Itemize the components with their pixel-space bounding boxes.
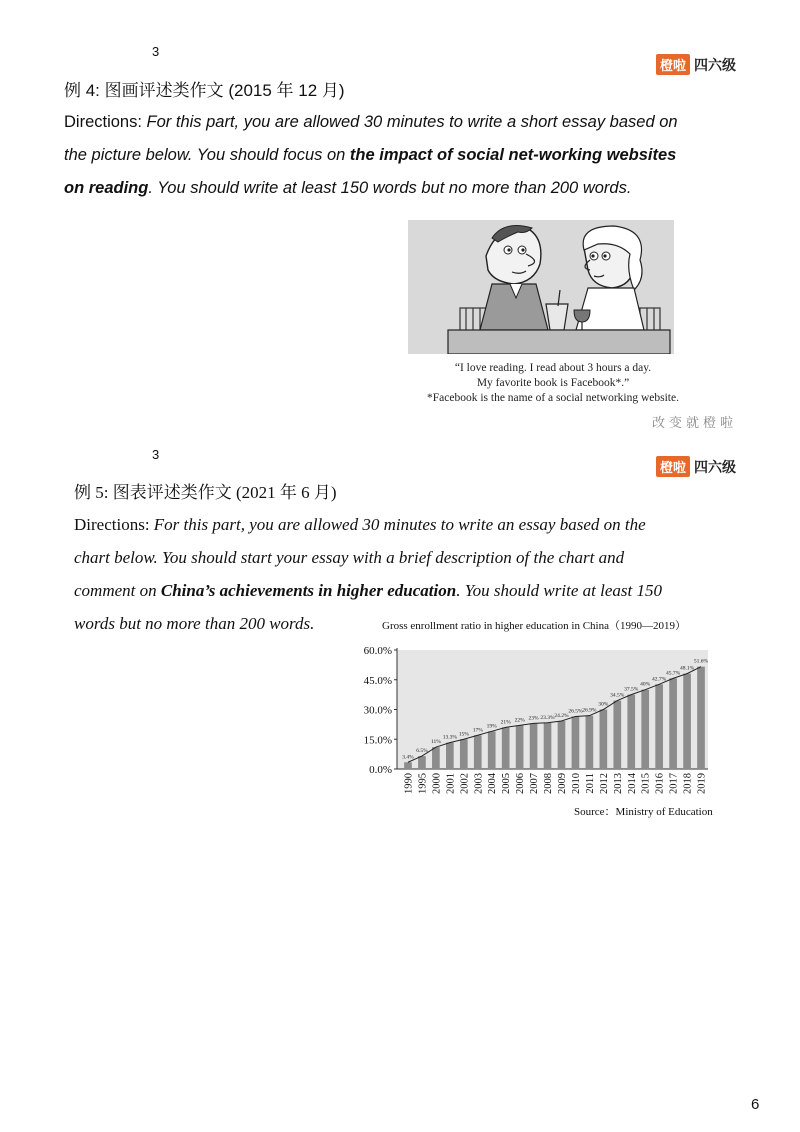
data-label: 19% bbox=[486, 723, 497, 730]
directions-text: . You should write at least 150 words but no more than 200 words. bbox=[148, 179, 632, 197]
bar bbox=[627, 695, 635, 769]
bar bbox=[418, 756, 426, 769]
y-tick-label: 15.0% bbox=[363, 734, 392, 747]
slogan-watermark: 改变就橙啦 bbox=[652, 415, 738, 430]
bar bbox=[446, 743, 454, 769]
x-tick-label: 2016 bbox=[654, 773, 666, 794]
x-tick-label: 2008 bbox=[543, 773, 555, 794]
section2-page-marker: 3 bbox=[152, 447, 160, 462]
x-tick-label: 2001 bbox=[445, 773, 457, 794]
data-label: 13.3% bbox=[442, 734, 457, 741]
bar bbox=[460, 739, 468, 769]
x-tick-label: 2000 bbox=[431, 773, 443, 794]
bar bbox=[669, 678, 677, 769]
section2-brand-logo bbox=[656, 456, 736, 477]
bar bbox=[474, 735, 482, 769]
data-label: 26.5% bbox=[568, 708, 583, 715]
data-label: 48.1% bbox=[679, 665, 695, 672]
x-tick-label: 1995 bbox=[417, 773, 429, 794]
cartoon-drawing bbox=[408, 220, 674, 354]
chart-source: Source：Ministry of Education bbox=[574, 806, 713, 818]
x-tick-label: 2015 bbox=[640, 773, 652, 794]
directions-text: For this part, you are allowed 30 minutes to write an essay based on the bbox=[153, 515, 646, 534]
chart-title: Gross enrollment ratio in higher education in China（1990—2019） bbox=[382, 620, 686, 632]
bar bbox=[641, 690, 649, 769]
bar bbox=[572, 716, 580, 769]
data-label: 30% bbox=[598, 701, 609, 708]
data-label: 24.2% bbox=[554, 713, 569, 720]
data-label: 26.9% bbox=[582, 707, 597, 714]
directions-text: words but no more than 200 words. bbox=[74, 614, 315, 633]
data-label: 23% bbox=[528, 715, 539, 722]
data-label: 45.7% bbox=[666, 670, 681, 677]
directions-emphasis: China’s achievements in higher education bbox=[160, 581, 457, 600]
bar bbox=[655, 684, 663, 769]
bar bbox=[558, 721, 566, 769]
section1-page-marker: 3 bbox=[152, 44, 160, 59]
cartoon-illustration bbox=[408, 220, 674, 354]
x-tick-label: 2013 bbox=[612, 773, 624, 794]
caption-line: My favorite book is Facebook*.” bbox=[476, 377, 630, 389]
brand-tag: 橙啦 bbox=[656, 456, 690, 477]
bar bbox=[613, 701, 621, 769]
caption-footnote: *Facebook is the name of a social networking website. bbox=[427, 392, 679, 404]
data-label: 23.3% bbox=[540, 714, 555, 721]
bar bbox=[697, 667, 705, 769]
x-tick-label: 2010 bbox=[570, 773, 582, 794]
data-label: 11% bbox=[430, 739, 441, 746]
directions-text: chart below. You should start your essay with a brief description of the chart and bbox=[74, 548, 625, 567]
data-label: 15% bbox=[458, 731, 469, 738]
section1-heading: 例 4: 图画评述类作文 (2015 年 12 月) bbox=[64, 81, 345, 100]
data-label: 21% bbox=[500, 719, 511, 726]
enrollment-bar-chart bbox=[355, 636, 725, 808]
directions-text: comment on bbox=[74, 581, 161, 600]
brand-text: 四六级 bbox=[694, 458, 737, 475]
bar bbox=[502, 727, 510, 769]
brand-text: 四六级 bbox=[694, 56, 737, 73]
x-tick-label: 1990 bbox=[403, 773, 415, 794]
bar bbox=[530, 723, 538, 769]
data-label: 3.4% bbox=[402, 754, 414, 761]
directions-text: the picture below. You should focus on bbox=[64, 146, 350, 164]
directions-emphasis: on reading bbox=[64, 179, 149, 197]
bar bbox=[600, 710, 608, 770]
directions-text: . You should write at least 150 bbox=[456, 581, 662, 600]
caption-line: “I love reading. I read about 3 hours a day. bbox=[454, 362, 652, 374]
data-label: 42.7% bbox=[652, 676, 667, 683]
data-label: 37.5% bbox=[624, 686, 639, 693]
data-label: 17% bbox=[472, 727, 483, 734]
bar bbox=[516, 725, 524, 769]
data-label: 6.5% bbox=[416, 748, 428, 755]
x-tick-label: 2009 bbox=[556, 773, 568, 794]
data-label: 34.5% bbox=[610, 692, 625, 699]
y-tick-label: 45.0% bbox=[363, 674, 392, 687]
cartoon-caption bbox=[408, 361, 698, 406]
brand-tag: 橙啦 bbox=[656, 54, 690, 75]
x-tick-label: 2018 bbox=[682, 773, 694, 794]
y-tick-label: 0.0% bbox=[369, 764, 392, 776]
bar bbox=[586, 716, 594, 769]
directions-label: Directions: bbox=[64, 113, 147, 131]
x-tick-label: 2004 bbox=[487, 773, 499, 794]
data-label: 51.6% bbox=[693, 658, 709, 665]
bar bbox=[683, 674, 691, 769]
y-tick-label: 60.0% bbox=[363, 645, 392, 657]
section1-brand-logo bbox=[656, 54, 736, 75]
x-tick-label: 2006 bbox=[515, 773, 527, 794]
x-tick-label: 2003 bbox=[473, 773, 485, 794]
directions-emphasis: the impact of social net-working websites bbox=[349, 146, 677, 164]
x-tick-label: 2014 bbox=[626, 773, 638, 794]
directions-text: For this part, you are allowed 30 minutes to write a short essay based on bbox=[146, 113, 678, 131]
page-number: 6 bbox=[751, 1096, 760, 1113]
bar bbox=[488, 731, 496, 769]
data-label: 40% bbox=[640, 681, 651, 688]
bar bbox=[404, 762, 412, 769]
directions-label: Directions: bbox=[74, 515, 154, 534]
bar bbox=[544, 723, 552, 769]
x-tick-label: 2007 bbox=[529, 773, 541, 794]
x-tick-label: 2017 bbox=[668, 773, 680, 794]
x-tick-label: 2012 bbox=[598, 773, 610, 794]
section2-heading: 例 5: 图表评述类作文 (2021 年 6 月) bbox=[74, 483, 337, 502]
data-label: 22% bbox=[514, 717, 525, 724]
bar bbox=[432, 747, 440, 769]
x-tick-label: 2002 bbox=[459, 773, 471, 794]
y-tick-label: 30.0% bbox=[363, 704, 392, 717]
x-tick-label: 2005 bbox=[501, 773, 513, 794]
x-tick-label: 2011 bbox=[584, 773, 596, 794]
x-tick-label: 2019 bbox=[696, 773, 708, 794]
section1-directions bbox=[64, 106, 734, 205]
